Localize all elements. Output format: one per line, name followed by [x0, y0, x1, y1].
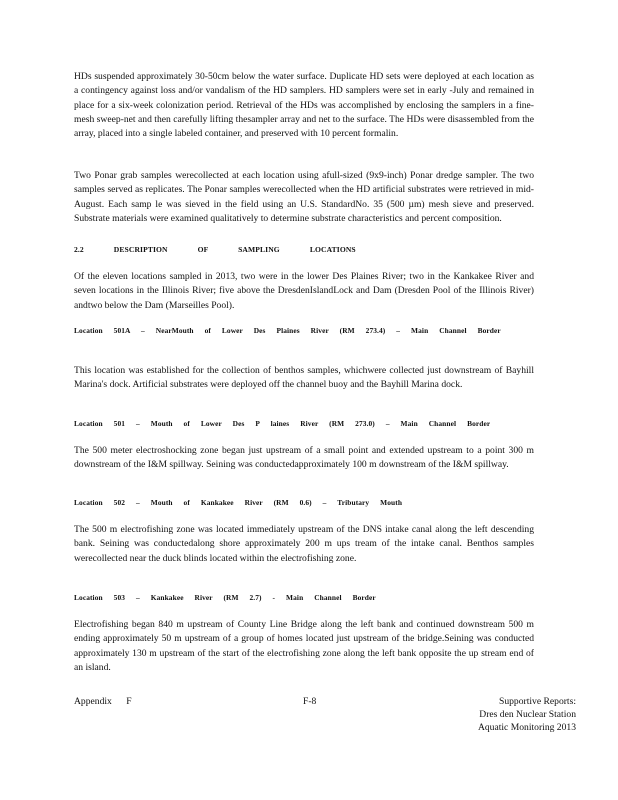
location-heading-502: Location 502 – Mouth of Kankakee River (RM 0.6) – Tributary Mouth: [74, 498, 403, 507]
location-heading-503: Location 503 – Kankakee River (RM 2.7) - Main Channel Border: [74, 593, 376, 602]
footer-report-title: [446, 695, 576, 734]
paragraph-ponar-samples: Two Ponar grab samples werecollected at each location using afull-sized (9x9-inch) Ponar dredge sampler. The two samples served as replicates. The Ponar samples werecollected when the HD artificial substrates were retrieved in mid-August. Each samp le was sieved in the field using an U.S. StandardNo. 35 (500 µm) mesh sieve and preserved. Substrate materials were examined qualitatively to determine substrate characteristics and percent composition.: [74, 170, 534, 224]
paragraph-location-501a: This location was established for the collection of benthos samples, whichwere collected just downstream of Bayhill Marina's dock. Artificial substrates were deployed off the channel buoy and the Bayhill Marina dock.: [74, 365, 534, 391]
paragraph-location-501: The 500 meter electroshocking zone began just upstream of a small point and extended upstream to a point 300 m downstream of the I&M spillway. Seining was conductedapproximately 100 m downstream of the I&M spillway.: [74, 445, 534, 471]
footer-report-line-1: Supportive Reports:: [498, 696, 576, 707]
footer-report-line-2: Dres den Nuclear Station: [479, 709, 576, 720]
paragraph-hd-retrieval: HDs suspended approximately 30-50cm below the water surface. Duplicate HD sets were deployed at each location as a contingency against loss and/or vandalism of the HD samplers. HD samplers were set in early -July and remained in place for a six-week colonization period. Retrieval of the HDs was accomplished by enclosing the samplers in a fine-mesh sweep-net and then carefully lifting thesampler array and net to the surface. The HDs were disassembled from the array, placed into a single labeled container, and preserved with 10 percent formalin.: [74, 71, 534, 140]
location-heading-501: Location 501 – Mouth of Lower Des P laines River (RM 273.0) – Main Channel Border: [74, 419, 491, 428]
paragraph-locations-overview: Of the eleven locations sampled in 2013, two were in the lower Des Plaines River; two in the Kankakee River and seven locations in the Illinois River; five above the DresdenIslandLock and Dam (Dresden Pool of the Illinois River) andtwo below the Dam (Marseilles Pool).: [74, 271, 534, 311]
paragraph-location-503: Electrofishing began 840 m upstream of County Line Bridge along the left bank and continued downstream 500 m ending approximately 50 m upstream of a group of homes located just upstream of the bridge.Seining was conducted approximately 130 m upstream of the start of the electrofishing zone along the left bank opposite the up stream end of an island.: [74, 619, 534, 673]
paragraph-location-502: The 500 m electrofishing zone was located immediately upstream of the DNS intake canal along the left descending bank. Seining was conductedalong shore approximately 200 m ups tream of the intake canal. Benthos samples werecollected near the duck blinds located within the electrofishing zone.: [74, 524, 534, 564]
footer-report-line-3: Aquatic Monitoring 2013: [477, 722, 576, 733]
section-heading: 2.2 DESCRIPTION OF SAMPLING LOCATIONS: [74, 245, 356, 254]
footer-appendix-label: Appendix F: [74, 696, 132, 707]
footer-page-number: F-8: [303, 696, 317, 707]
location-heading-501a: Location 501A – NearMouth of Lower Des Plaines River (RM 273.4) – Main Channel Border: [74, 326, 501, 335]
